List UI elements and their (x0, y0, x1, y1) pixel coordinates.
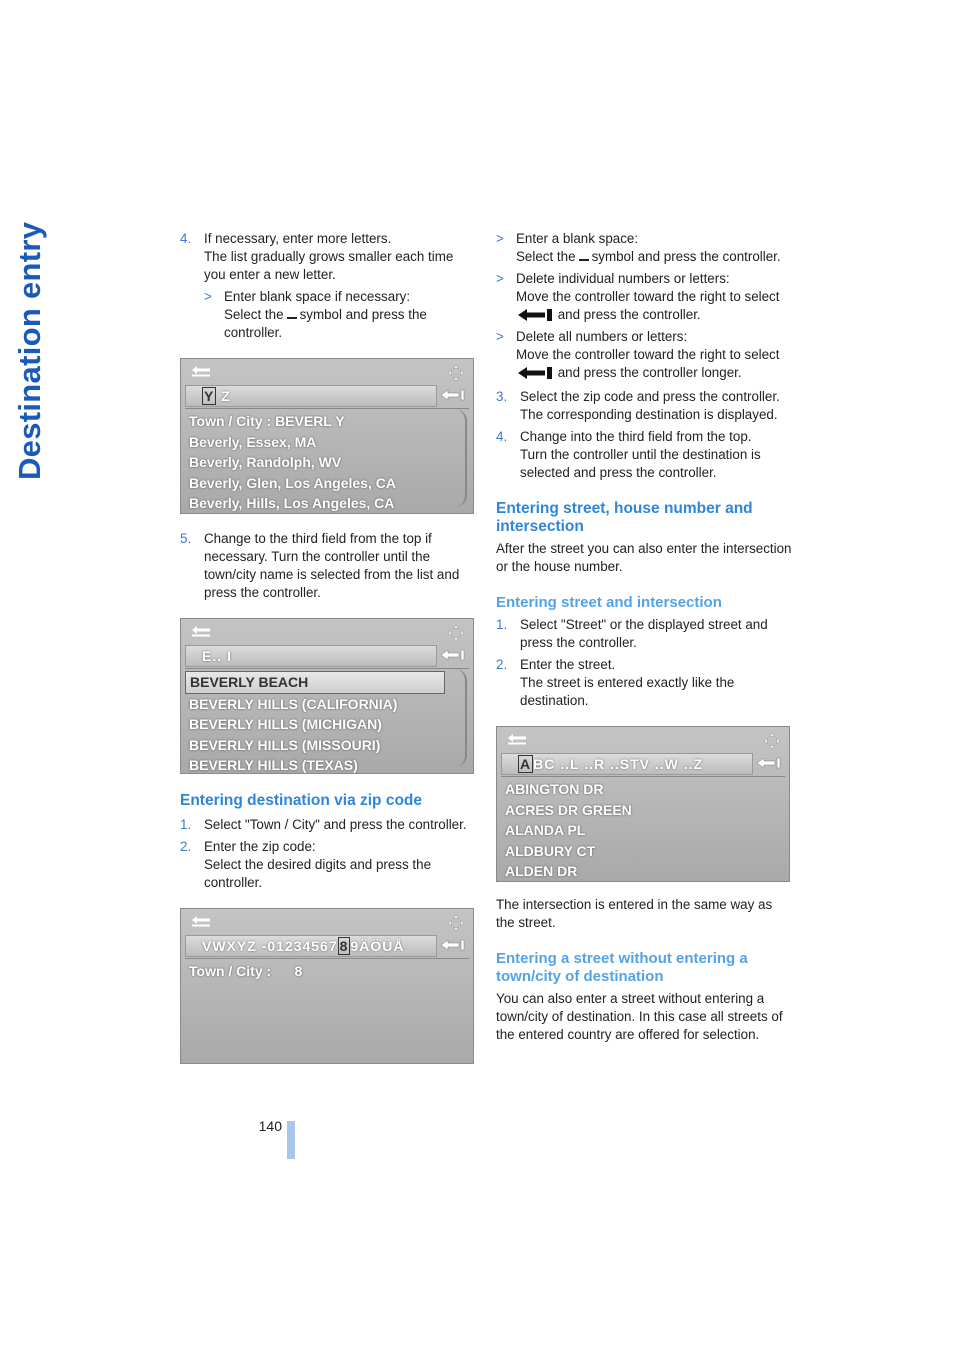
zip-step-2: 2. Enter the zip code: Select the desired digits and press the controller. (180, 839, 432, 890)
bullet-arrow-icon: > (496, 271, 504, 286)
digit-bar: VWXYZ -01234567 8 9ÄÖÜÅ (185, 935, 437, 957)
list-item: Beverly, Essex, MA (189, 433, 317, 450)
step-5: 5. Change to the third field from the top if necessary. Turn the controller until the town/city name is selected from the list and press the controller. (180, 531, 460, 600)
backspace-arrow-icon (757, 757, 781, 769)
underscore-symbol-icon (579, 251, 589, 261)
letter-bar: Y Z (185, 385, 437, 407)
underscore-symbol-icon (287, 309, 297, 319)
inter-step-1: 1. Select "Street" or the displayed street and press the controller. (496, 617, 768, 650)
step-4: 4. Change into the third field from the top. Turn the controller until the destination is selected and press the controller. (496, 429, 761, 480)
backspace-arrow-icon (441, 649, 465, 661)
list-item: Beverly, Hills, Los Angeles, CA (189, 495, 395, 511)
list-item-selected: BEVERLY BEACH (185, 671, 445, 694)
city-list (189, 671, 453, 774)
step-4: 4. If necessary, enter more letters. The list gradually grows smaller each time you enter a new letter. > Enter blank space if necessary: Select the symbol and press the controller. (180, 230, 476, 342)
inter-step-2: 2. Enter the street. The street is entered exactly like the destination. (496, 657, 735, 708)
street-list (505, 779, 769, 882)
backspace-icon (518, 309, 552, 321)
letter-bar: A BC ..L ..R ..STV ..W ..Z (501, 753, 753, 775)
zip-field (189, 961, 453, 982)
backspace-arrow-icon (441, 389, 465, 401)
left-column (180, 230, 476, 1064)
page-number: 140 (258, 1118, 282, 1134)
controller-icon (763, 732, 781, 750)
back-arrow-icon (191, 916, 211, 928)
bullet: > Delete individual numbers or letters: Move the controller toward the right to select and press the controller. (496, 271, 780, 322)
controller-icon (447, 364, 465, 382)
list-item: Beverly, Glen, Los Angeles, CA (189, 474, 396, 491)
side-title: Destination entry (12, 221, 47, 480)
bullet: > Delete all numbers or letters: Move the controller toward the right to select and press the controller longer. (496, 329, 780, 380)
list-item: BEVERLY HILLS (TEXAS) (189, 757, 358, 773)
intersection-heading: Entering street and intersection (496, 594, 722, 611)
back-arrow-icon (191, 626, 211, 638)
list-item: Beverly, Randolph, WV (189, 454, 342, 470)
list-item: ABINGTON DR (505, 781, 604, 797)
screen-city-list (180, 618, 474, 774)
no-city-heading: Entering a street without entering a town/city of destination (496, 950, 748, 985)
bullet-arrow-icon: > (496, 231, 504, 246)
no-city-text: You can also enter a street without entering a town/city of destination. In this case all streets of the entered country are offered for selection. (496, 991, 783, 1042)
step-3: 3. Select the zip code and press the controller. The corresponding destination is displayed. (496, 389, 780, 422)
right-column: > Enter a blank space: Select the symbol and press the controller. > Delete individual numbers or letters: Move the controller toward the right to select and press the controller. > Delete all numbers or letters: Move the controller toward the right to select and press the controller longer. 3. Select the zip code and press the controller. The corresponding destination is displayed. 4. Change into the third field from the top. Turn the controller until the destination is selected and press the controller. Entering street, house number and intersection After the street you can also enter the intersection or the house number. Entering street and intersection 1. Select "Street" or the displayed street and press the controller. 2. Enter the street. The street is entered exactly like the destination. A BC ..L ..R ..STV ..W ..Z ABINGTON DR ACRES DR GREEN ALANDA PL ALDBURY CT ALDEN DR The intersection is entered in the same way as the street. Entering a street without entering a town/city of destination You can also enter a street without entering a town/city of destination. In this case all streets of the entered country are offered for selection. (496, 231, 792, 1042)
town-list (189, 411, 453, 514)
zip-heading: Entering destination via zip code (180, 792, 423, 809)
screen-zip-entry (180, 908, 474, 1064)
list-item: BEVERLY HILLS (CALIFORNIA) (189, 695, 398, 712)
list-item: ALDBURY CT (505, 842, 596, 859)
screen-town-list (180, 358, 474, 514)
intersection-note: The intersection is entered in the same way as the street. (496, 897, 773, 930)
bullet-arrow-icon: > (204, 289, 212, 304)
list-item: Town / City : 8 (189, 963, 303, 979)
bullet-arrow-icon: > (496, 329, 504, 344)
list-item: ACRES DR GREEN (505, 801, 632, 818)
street-heading: Entering street, house number and intersection (496, 500, 753, 535)
bullet: > Enter a blank space: Select the symbol and press the controller. (496, 231, 781, 264)
list-item: ALDEN DR (505, 863, 578, 879)
controller-icon (447, 624, 465, 642)
step-number: 4. (180, 231, 192, 246)
controller-icon (447, 914, 465, 932)
letter-bar: E.. I (185, 645, 437, 667)
list-item: BEVERLY HILLS (MICHIGAN) (189, 716, 382, 732)
zip-step-1: 1. Select "Town / City" and press the controller. (180, 817, 467, 832)
backspace-arrow-icon (441, 939, 465, 951)
list-item: ALANDA PL (505, 822, 586, 838)
list-item: BEVERLY HILLS (MISSOURI) (189, 736, 381, 753)
backspace-icon (518, 367, 552, 379)
back-arrow-icon (507, 734, 527, 746)
bullet: > Enter blank space if necessary: Select the symbol and press the controller. (204, 289, 427, 340)
back-arrow-icon (191, 366, 211, 378)
screen-street-list (496, 726, 790, 882)
page-marker-bar (287, 1121, 295, 1159)
list-item: Town / City : BEVERL Y (189, 413, 345, 429)
